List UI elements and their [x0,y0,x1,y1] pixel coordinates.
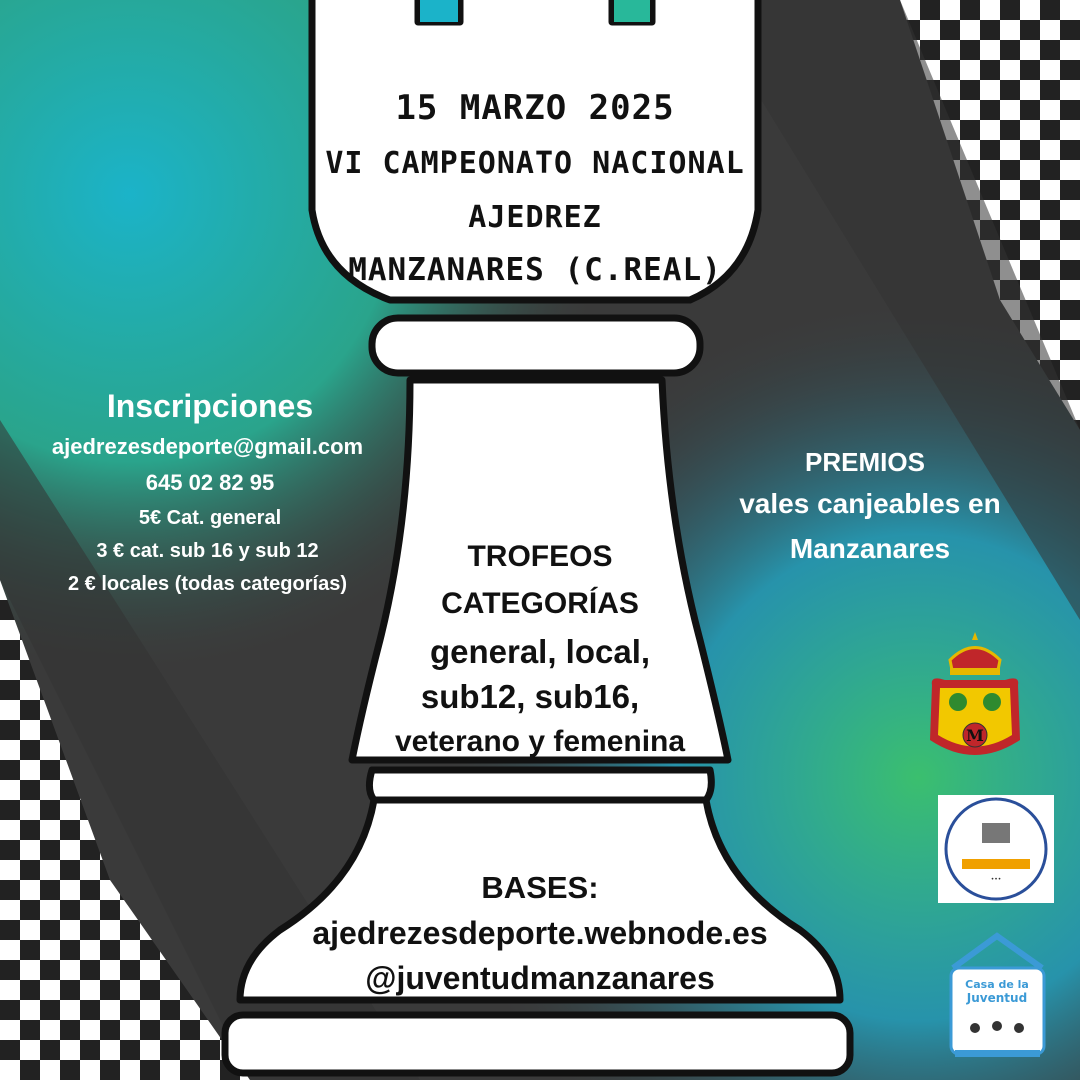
event-date: 15 MARZO 2025 [395,88,675,128]
svg-text:Casa de la: Casa de la [965,978,1029,991]
event-game: AJEDREZ [468,200,602,235]
chess-center-logo [938,795,1054,903]
trophies-line1: TROFEOS [467,540,613,573]
registration-email: ajedrezesdeporte@gmail.com [51,434,364,459]
fee-general: 5€ Cat. general [138,507,282,529]
svg-text:Juventud: Juventud [966,991,1028,1005]
rules-social: @juventudmanzanares [365,960,715,996]
youth-house-logo [945,928,1050,1063]
svg-text:•••: ••• [990,876,1002,883]
coat-of-arms-logo [920,630,1030,765]
rules-web: ajedrezesdeporte.webnode.es [312,915,768,951]
trophies-line3: general, local, [429,633,651,670]
registration-heading: Inscripciones [106,388,314,424]
prizes-line1: vales canjeables en [739,488,1001,519]
trophies-line4: sub12, sub16, [420,678,640,715]
trophies-line5: veterano y femenina [394,725,686,758]
fee-sub: 3 € cat. sub 16 y sub 12 [96,540,319,562]
event-place: MANZANARES (C.REAL) [348,252,722,288]
registration-phone: 645 02 82 95 [145,470,275,495]
prizes-heading: PREMIOS [805,447,925,477]
trophies-line2: CATEGORÍAS [441,587,639,620]
event-name: VI CAMPEONATO NACIONAL [325,146,745,181]
prizes-line2: Manzanares [789,533,951,564]
svg-text:M: M [966,726,984,745]
rules-heading: BASES: [481,870,599,905]
fee-local: 2 € locales (todas categorías) [67,573,347,595]
